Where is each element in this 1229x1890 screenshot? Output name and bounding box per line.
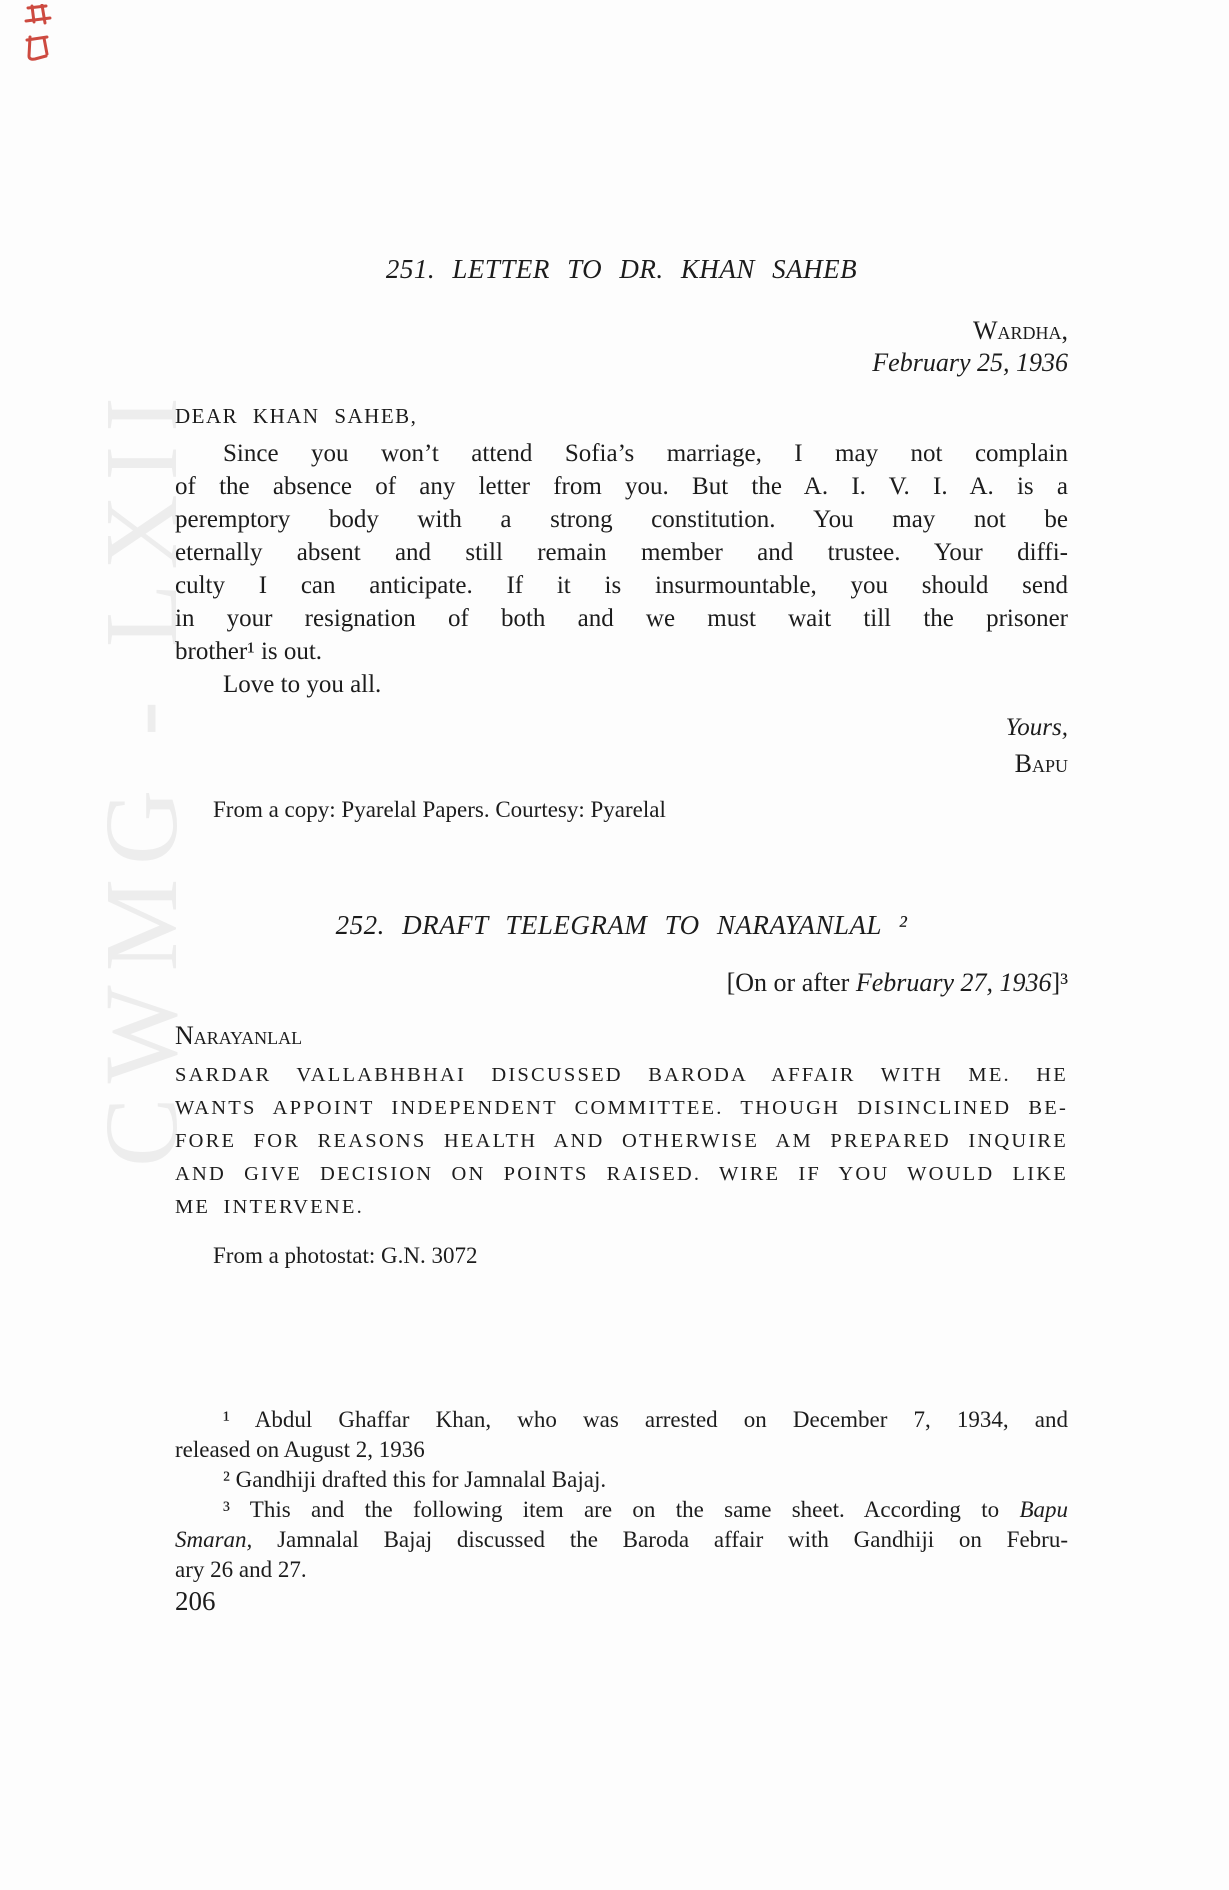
body-line: brother¹ is out. <box>175 638 323 665</box>
date-suffix: ]³ <box>1051 968 1068 997</box>
footnote-3-roman: Jamnalal Bajaj discussed the Baroda affair with Gandhiji on Febru- <box>252 1527 1068 1552</box>
red-annotation-marks <box>20 4 66 66</box>
footnote-3-roman: ³ This and the following item are on the same sheet. According to <box>223 1497 1020 1522</box>
date-line-252 <box>175 968 1068 998</box>
telegram-line: SARDAR VALLABHBHAI DISCUSSED BARODA AFFAIR WITH ME. HE <box>175 1064 1068 1086</box>
footnote-3-line <box>175 1525 1068 1555</box>
telegram-body <box>175 1059 1068 1224</box>
body-line: in your resignation of both and we must wait till the prisoner <box>175 605 1068 632</box>
body-line: culty I can anticipate. If it is insurmountable, you should send <box>175 572 1068 599</box>
date-italic: February 27, 1936 <box>855 968 1052 997</box>
salutation: DEAR KHAN SAHEB, <box>175 404 418 428</box>
letter-body <box>175 437 1068 701</box>
section-251-title: 251. LETTER TO DR. KHAN SAHEB <box>385 254 858 284</box>
telegram-line: WANTS APPOINT INDEPENDENT COMMITTEE. THOUGH DISINCLINED BE- <box>175 1097 1068 1119</box>
valediction: Yours, <box>1005 714 1068 741</box>
body-line: Since you won’t attend Sofia’s marriage, I may not complain <box>223 440 1068 467</box>
telegram-line: AND GIVE DECISION ON POINTS RAISED. WIRE IF YOU WOULD LIKE <box>175 1163 1068 1185</box>
footnote-1-line: released on August 2, 1936 <box>175 1437 425 1462</box>
place-line: Wardha, <box>972 316 1068 345</box>
footnote-1-line: ¹ Abdul Ghaffar Khan, who was arrested on December 7, 1934, and <box>223 1407 1068 1432</box>
page-number: 206 <box>175 1586 216 1616</box>
footnote-3-line <box>175 1495 1068 1525</box>
section-252-title: 252. DRAFT TELEGRAM TO NARAYANLAL ² <box>335 910 908 940</box>
footnote-2-line: ² Gandhiji drafted this for Jamnalal Bajaj. <box>223 1467 607 1492</box>
footnote-3-italic: Smaran, <box>175 1527 253 1552</box>
signature: Bapu <box>1014 749 1068 778</box>
addressee: Narayanlal <box>175 1021 303 1050</box>
body-line: of the absence of any letter from you. But the A. I. V. I. A. is a <box>175 473 1068 500</box>
date-prefix: [On or after <box>726 968 856 997</box>
source-line-252: From a photostat: G.N. 3072 <box>213 1243 478 1268</box>
date-line-251: February 25, 1936 <box>872 348 1068 377</box>
source-line-251: From a copy: Pyarelal Papers. Courtesy: Pyarelal <box>213 797 666 822</box>
volume-watermark: CWMG - LXII <box>84 383 199 1167</box>
footnote-3-line: ary 26 and 27. <box>175 1557 307 1582</box>
closing-line: Love to you all. <box>223 671 382 698</box>
telegram-line: ME INTERVENE. <box>175 1196 364 1218</box>
telegram-line: FORE FOR REASONS HEALTH AND OTHERWISE AM PREPARED INQUIRE <box>175 1130 1068 1152</box>
footnotes <box>175 1405 1068 1585</box>
body-line: eternally absent and still remain member and trustee. Your diffi- <box>175 539 1068 566</box>
footnote-3-italic: Bapu <box>1019 1497 1068 1522</box>
body-line: peremptory body with a strong constitution. You may not be <box>175 506 1068 533</box>
